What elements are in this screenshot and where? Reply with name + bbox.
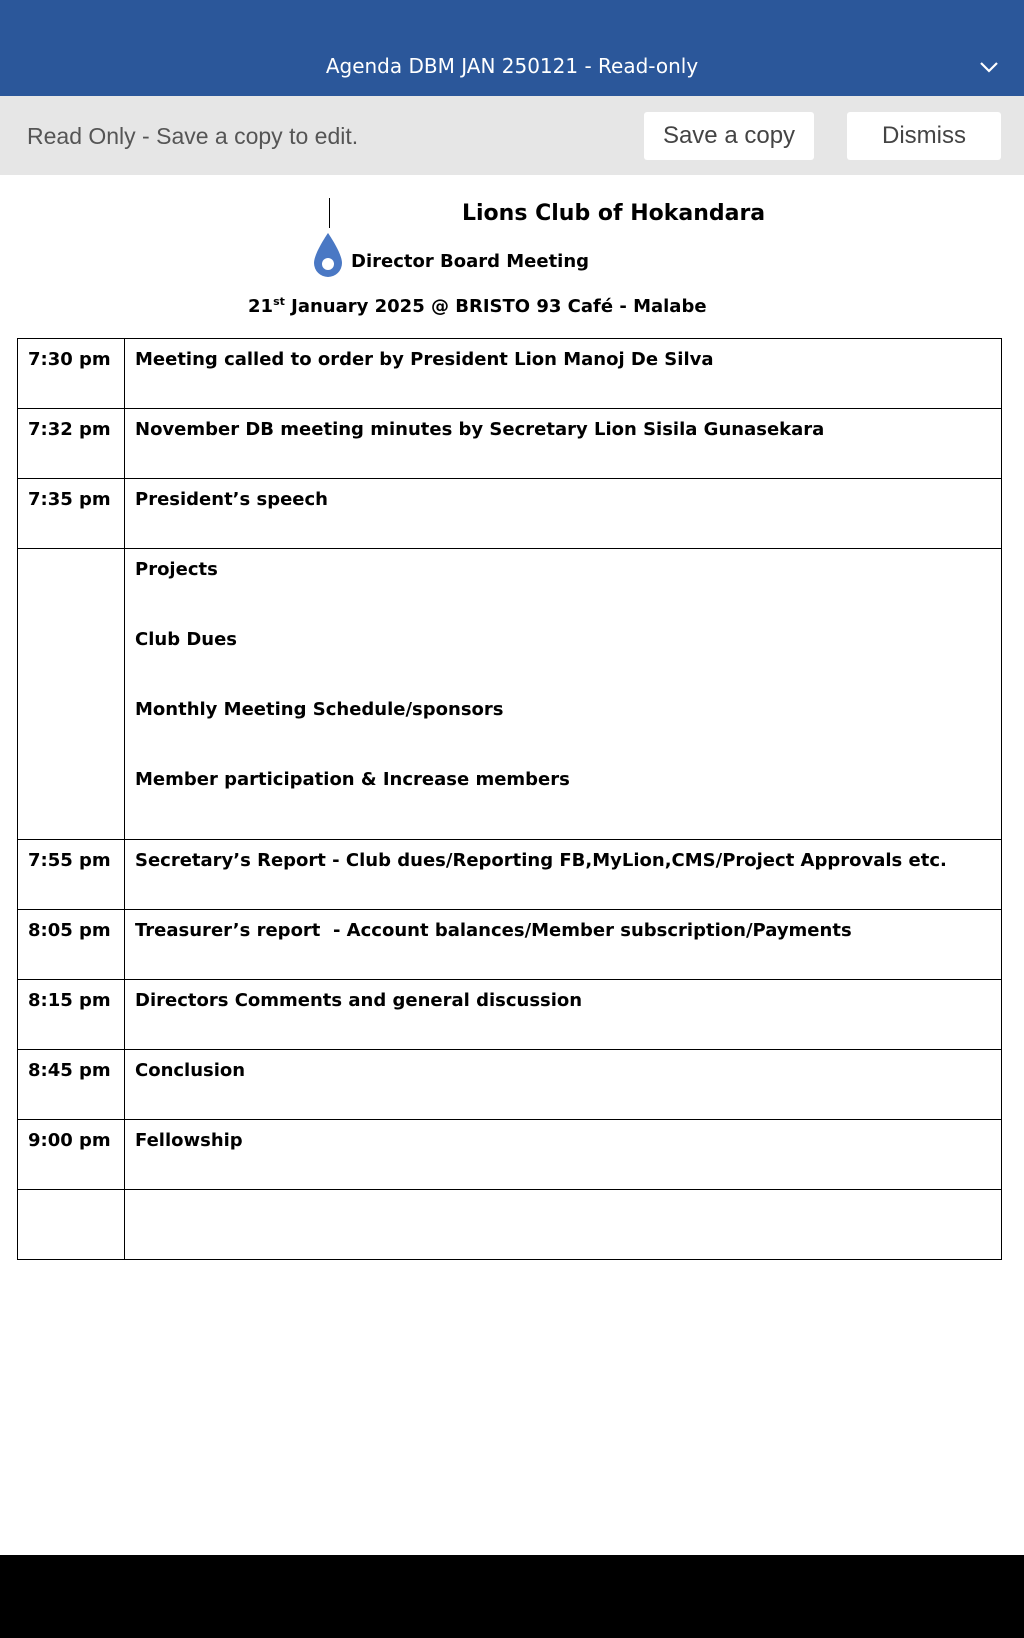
club-name: Lions Club of Hokandara [462,201,766,226]
agenda-time [18,549,125,840]
table-row [18,1190,1002,1260]
agenda-time: 7:32 pm [18,409,125,479]
table-row [18,1120,1002,1190]
text-cursor [329,198,330,228]
meeting-title: Director Board Meeting [351,251,590,272]
document-title[interactable]: Agenda DBM JAN 250121 - Read-only [325,54,699,78]
agenda-item [125,1190,1002,1260]
table-row [18,479,1002,549]
read-only-banner [0,96,1024,175]
table-row [18,339,1002,409]
agenda-time: 7:30 pm [18,339,125,409]
table-row [18,910,1002,980]
save-copy-button[interactable]: Save a copy [644,112,814,160]
table-row [18,840,1002,910]
agenda-item: President’s speech [125,479,1002,549]
agenda-item: Fellowship [125,1120,1002,1190]
agenda-sub-item: Projects [135,559,218,580]
agenda-sub-item: Monthly Meeting Schedule/sponsors [135,699,504,720]
agenda-time: 8:15 pm [18,980,125,1050]
agenda-time: 9:00 pm [18,1120,125,1190]
table-row [18,1050,1002,1120]
table-row [18,980,1002,1050]
agenda-item: November DB meeting minutes by Secretary Lion Sisila Gunasekara [125,409,1002,479]
agenda-time: 7:35 pm [18,479,125,549]
agenda-table [17,338,1002,1260]
table-row [18,549,1002,840]
date-suffix: st [273,295,285,308]
agenda-sub-item: Club Dues [135,629,238,650]
document-page[interactable] [0,175,1024,1555]
agenda-time [18,1190,125,1260]
meeting-date [248,295,707,317]
agenda-item-group [125,549,1002,840]
agenda-time: 8:05 pm [18,910,125,980]
date-day: 21 [248,296,274,317]
selection-handle-icon[interactable] [312,231,344,281]
agenda-item: Conclusion [125,1050,1002,1120]
agenda-item: Treasurer’s report - Account balances/Member subscription/Payments [125,910,1002,980]
agenda-item: Secretary’s Report - Club dues/Reporting FB,MyLion,CMS/Project Approvals etc. [125,840,1002,910]
read-only-message: Read Only - Save a copy to edit. [27,123,359,149]
dismiss-button[interactable]: Dismiss [847,112,1001,160]
agenda-time: 8:45 pm [18,1050,125,1120]
agenda-time: 7:55 pm [18,840,125,910]
agenda-item: Directors Comments and general discussion [125,980,1002,1050]
chevron-down-icon[interactable] [978,58,1000,76]
agenda-sub-item: Member participation & Increase members [135,769,570,790]
title-bar [0,0,1024,96]
date-rest: January 2025 @ BRISTO 93 Café - Malabe [284,296,707,317]
system-navigation-bar [0,1555,1024,1638]
agenda-item: Meeting called to order by President Lion Manoj De Silva [125,339,1002,409]
table-row [18,409,1002,479]
